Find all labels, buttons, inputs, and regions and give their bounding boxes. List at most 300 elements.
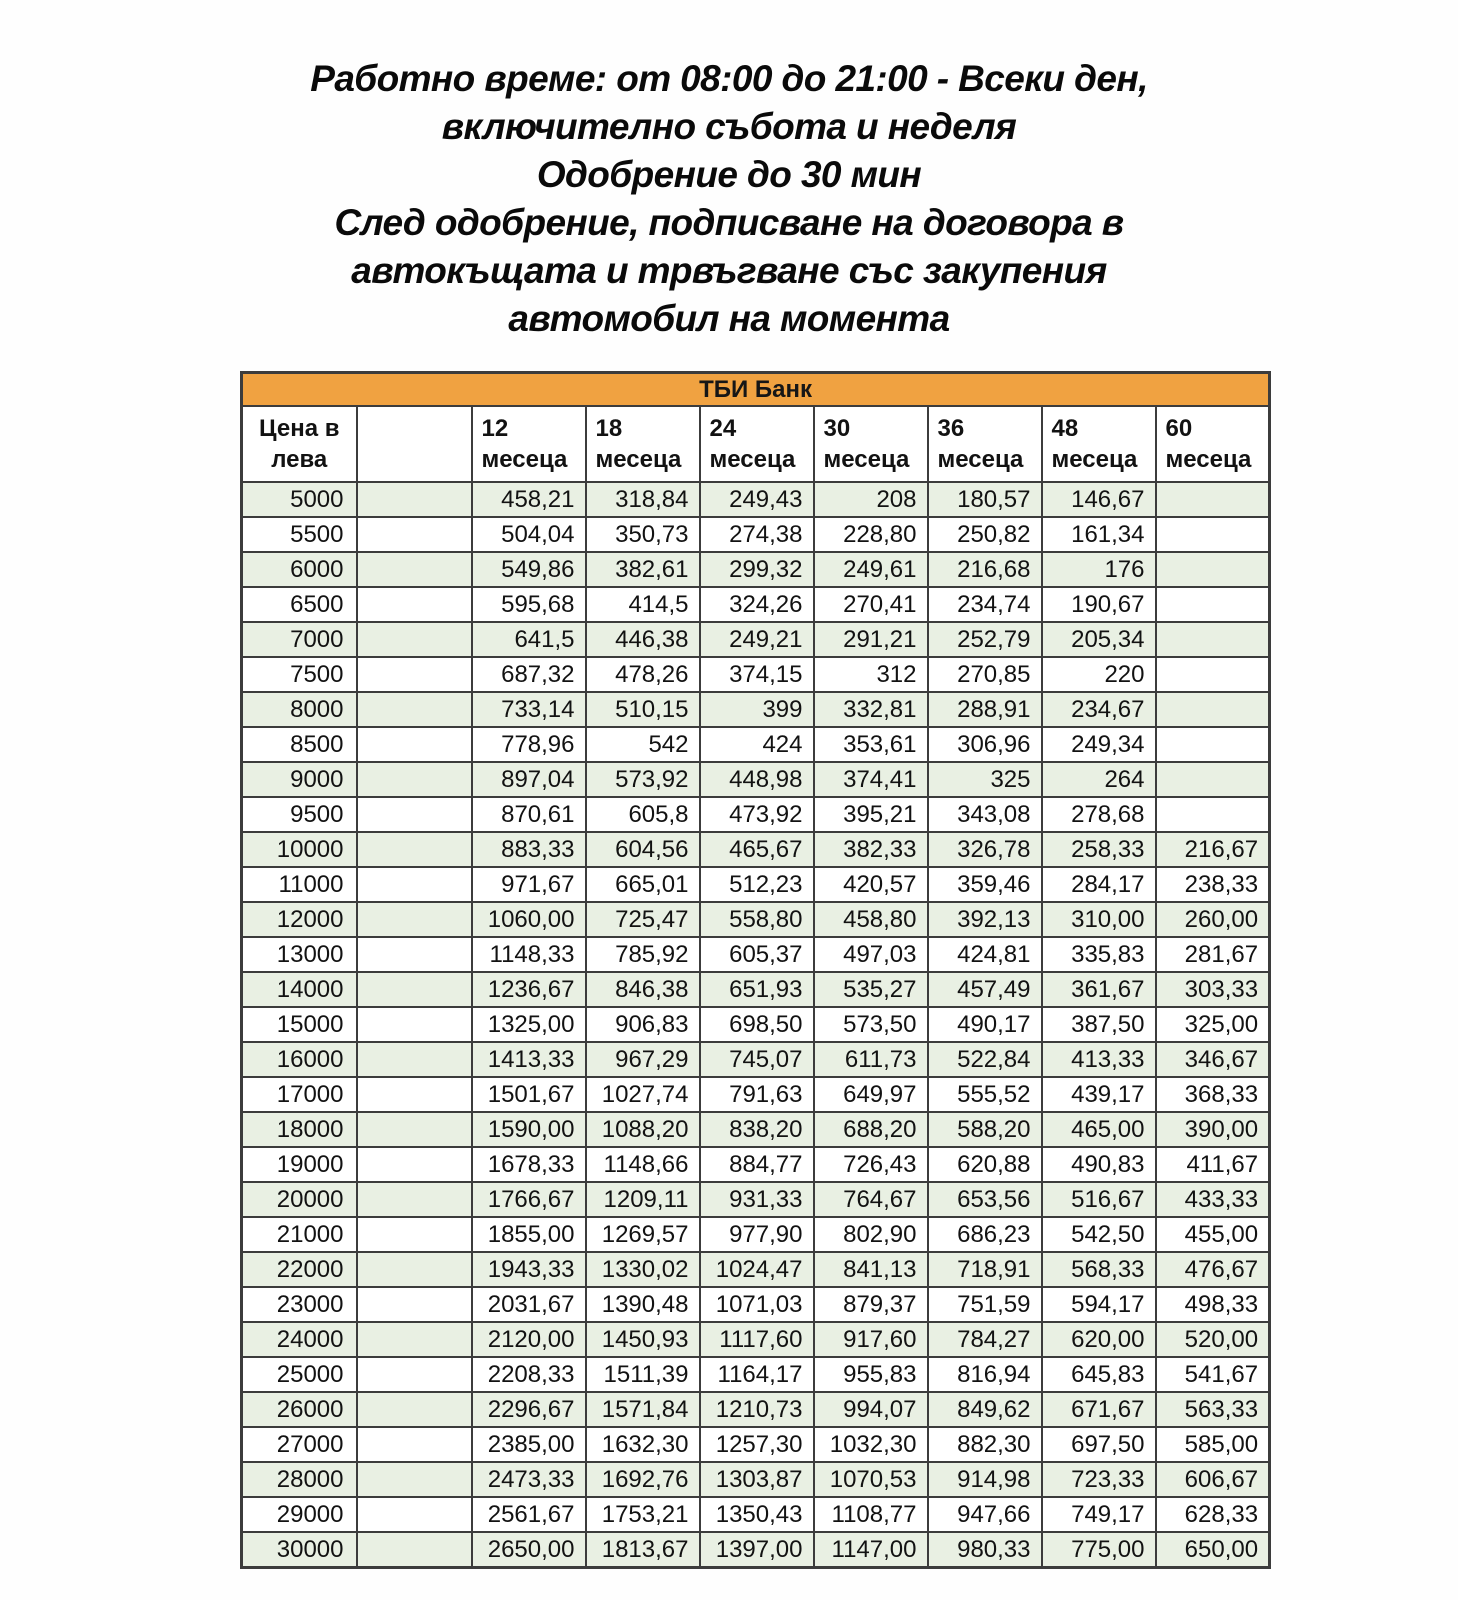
payment-cell: 310,00 — [1042, 902, 1156, 937]
payment-cell: 1210,73 — [700, 1392, 814, 1427]
empty-cell — [357, 517, 472, 552]
payment-cell: 208 — [814, 482, 928, 517]
payment-cell: 249,21 — [700, 622, 814, 657]
payment-cell: 605,37 — [700, 937, 814, 972]
payment-cell: 497,03 — [814, 937, 928, 972]
month-column-header — [1156, 406, 1270, 482]
payment-cell: 606,67 — [1156, 1462, 1270, 1497]
payment-cell: 1117,60 — [700, 1322, 814, 1357]
payment-cell: 288,91 — [928, 692, 1042, 727]
payment-cell: 1692,76 — [586, 1462, 700, 1497]
payment-cell: 628,33 — [1156, 1497, 1270, 1532]
payment-cell: 332,81 — [814, 692, 928, 727]
payment-cell: 1678,33 — [472, 1147, 586, 1182]
empty-cell — [357, 937, 472, 972]
price-header-line1: Цена в — [259, 415, 340, 442]
payment-cell: 387,50 — [1042, 1007, 1156, 1042]
payment-cell: 399 — [700, 692, 814, 727]
payment-cell: 258,33 — [1042, 832, 1156, 867]
empty-cell — [357, 832, 472, 867]
payment-cell: 980,33 — [928, 1532, 1042, 1568]
empty-cell — [357, 587, 472, 622]
payment-cell: 1027,74 — [586, 1077, 700, 1112]
table-row — [242, 1322, 1270, 1357]
payment-cell: 2208,33 — [472, 1357, 586, 1392]
payment-cell: 1350,43 — [700, 1497, 814, 1532]
payment-cell: 604,56 — [586, 832, 700, 867]
table-row — [242, 1497, 1270, 1532]
payment-cell: 216,68 — [928, 552, 1042, 587]
payment-cell: 816,94 — [928, 1357, 1042, 1392]
price-cell: 11000 — [242, 867, 357, 902]
payment-cell: 931,33 — [700, 1182, 814, 1217]
payment-cell: 585,00 — [1156, 1427, 1270, 1462]
payment-cell: 516,67 — [1042, 1182, 1156, 1217]
payment-cell: 651,93 — [700, 972, 814, 1007]
empty-cell — [357, 1147, 472, 1182]
payment-cell: 504,04 — [472, 517, 586, 552]
payment-cell: 1511,39 — [586, 1357, 700, 1392]
table-row — [242, 622, 1270, 657]
payment-cell: 1070,53 — [814, 1462, 928, 1497]
price-cell: 29000 — [242, 1497, 357, 1532]
payment-cell: 1071,03 — [700, 1287, 814, 1322]
payment-cell: 620,00 — [1042, 1322, 1156, 1357]
payment-cell: 180,57 — [928, 482, 1042, 517]
payment-cell: 594,17 — [1042, 1287, 1156, 1322]
payment-cell: 1330,02 — [586, 1252, 700, 1287]
payment-cell: 1147,00 — [814, 1532, 928, 1568]
payment-cell: 697,50 — [1042, 1427, 1156, 1462]
empty-cell — [357, 1462, 472, 1497]
payment-cell: 238,33 — [1156, 867, 1270, 902]
payment-cell: 325,00 — [1156, 1007, 1270, 1042]
payment-cell: 573,92 — [586, 762, 700, 797]
payment-cell: 420,57 — [814, 867, 928, 902]
payment-cell: 994,07 — [814, 1392, 928, 1427]
table-row — [242, 1042, 1270, 1077]
price-cell: 6000 — [242, 552, 357, 587]
payment-cell: 967,29 — [586, 1042, 700, 1077]
payment-cell: 1024,47 — [700, 1252, 814, 1287]
payment-cell: 433,33 — [1156, 1182, 1270, 1217]
payment-cell: 1269,57 — [586, 1217, 700, 1252]
payment-cell: 764,67 — [814, 1182, 928, 1217]
price-cell: 17000 — [242, 1077, 357, 1112]
payment-cell: 343,08 — [928, 797, 1042, 832]
empty-cell — [357, 1112, 472, 1147]
empty-cell — [357, 1322, 472, 1357]
payment-cell: 870,61 — [472, 797, 586, 832]
bank-header-row — [242, 373, 1270, 407]
empty-column-header — [357, 406, 472, 482]
empty-cell — [357, 657, 472, 692]
empty-cell — [357, 1287, 472, 1322]
payment-cell — [1156, 482, 1270, 517]
empty-cell — [357, 902, 472, 937]
payment-cell: 841,13 — [814, 1252, 928, 1287]
payment-cell: 1209,11 — [586, 1182, 700, 1217]
empty-cell — [357, 1077, 472, 1112]
payment-cell: 650,00 — [1156, 1532, 1270, 1568]
empty-cell — [357, 552, 472, 587]
price-cell: 24000 — [242, 1322, 357, 1357]
payment-cell: 745,07 — [700, 1042, 814, 1077]
payment-cell: 465,67 — [700, 832, 814, 867]
payment-cell: 1060,00 — [472, 902, 586, 937]
payment-cell: 2031,67 — [472, 1287, 586, 1322]
payment-cell: 512,23 — [700, 867, 814, 902]
payment-cell: 687,32 — [472, 657, 586, 692]
payment-cell: 390,00 — [1156, 1112, 1270, 1147]
payment-cell: 303,33 — [1156, 972, 1270, 1007]
price-cell: 18000 — [242, 1112, 357, 1147]
month-column-header — [700, 406, 814, 482]
payment-cell: 522,84 — [928, 1042, 1042, 1077]
payment-cell: 374,41 — [814, 762, 928, 797]
payment-cell: 573,50 — [814, 1007, 928, 1042]
month-column-header — [928, 406, 1042, 482]
month-label: месеца — [823, 446, 910, 473]
payment-cell: 884,77 — [700, 1147, 814, 1182]
price-cell: 27000 — [242, 1427, 357, 1462]
payment-cell: 325 — [928, 762, 1042, 797]
payment-cell: 665,01 — [586, 867, 700, 902]
empty-cell — [357, 972, 472, 1007]
empty-cell — [357, 622, 472, 657]
payment-cell: 278,68 — [1042, 797, 1156, 832]
title-line: Работно време: от 08:00 до 21:00 - Всеки ден, — [310, 58, 1148, 99]
table-row — [242, 867, 1270, 902]
payment-cell: 490,83 — [1042, 1147, 1156, 1182]
table-row — [242, 902, 1270, 937]
payment-cell: 595,68 — [472, 587, 586, 622]
table-row — [242, 587, 1270, 622]
table-row — [242, 832, 1270, 867]
payment-cell: 1855,00 — [472, 1217, 586, 1252]
payment-cell: 424 — [700, 727, 814, 762]
payment-cell: 1501,67 — [472, 1077, 586, 1112]
payment-cell: 977,90 — [700, 1217, 814, 1252]
payment-cell: 216,67 — [1156, 832, 1270, 867]
payment-cell: 2473,33 — [472, 1462, 586, 1497]
payment-cell: 749,17 — [1042, 1497, 1156, 1532]
payment-cell: 374,15 — [700, 657, 814, 692]
payment-cell: 1325,00 — [472, 1007, 586, 1042]
payment-cell — [1156, 587, 1270, 622]
payment-cell: 1303,87 — [700, 1462, 814, 1497]
payment-cell: 686,23 — [928, 1217, 1042, 1252]
payment-cell: 350,73 — [586, 517, 700, 552]
payment-cell: 264 — [1042, 762, 1156, 797]
payment-cell: 1413,33 — [472, 1042, 586, 1077]
payment-cell: 698,50 — [700, 1007, 814, 1042]
payment-cell: 1397,00 — [700, 1532, 814, 1568]
payment-cell: 2561,67 — [472, 1497, 586, 1532]
table-row — [242, 1287, 1270, 1322]
payment-cell: 458,80 — [814, 902, 928, 937]
empty-cell — [357, 867, 472, 902]
price-cell: 10000 — [242, 832, 357, 867]
payment-cell: 1108,77 — [814, 1497, 928, 1532]
empty-cell — [357, 1182, 472, 1217]
payment-cell: 284,17 — [1042, 867, 1156, 902]
payment-cell: 448,98 — [700, 762, 814, 797]
payment-cell: 1236,67 — [472, 972, 586, 1007]
payment-cell: 879,37 — [814, 1287, 928, 1322]
payment-cell: 1390,48 — [586, 1287, 700, 1322]
payment-cell: 249,34 — [1042, 727, 1156, 762]
table-row — [242, 1357, 1270, 1392]
payment-cell: 542,50 — [1042, 1217, 1156, 1252]
payment-cell — [1156, 552, 1270, 587]
price-cell: 16000 — [242, 1042, 357, 1077]
table-row — [242, 657, 1270, 692]
payment-cell — [1156, 692, 1270, 727]
payment-cell: 802,90 — [814, 1217, 928, 1252]
month-number: 48 — [1051, 415, 1079, 442]
table-row — [242, 552, 1270, 587]
table-row — [242, 727, 1270, 762]
payment-cell: 299,32 — [700, 552, 814, 587]
payment-cell: 620,88 — [928, 1147, 1042, 1182]
payment-cell: 510,15 — [586, 692, 700, 727]
payment-cell: 718,91 — [928, 1252, 1042, 1287]
payment-cell: 291,21 — [814, 622, 928, 657]
payment-cell: 249,61 — [814, 552, 928, 587]
payment-cell: 250,82 — [928, 517, 1042, 552]
payment-cell — [1156, 657, 1270, 692]
payment-cell: 498,33 — [1156, 1287, 1270, 1322]
payment-cell: 641,5 — [472, 622, 586, 657]
price-header-line2: лева — [271, 446, 328, 473]
payment-cell: 542 — [586, 727, 700, 762]
month-number: 60 — [1165, 415, 1193, 442]
payment-cell: 971,67 — [472, 867, 586, 902]
empty-cell — [357, 1042, 472, 1077]
month-label: месеца — [709, 446, 796, 473]
table-row — [242, 972, 1270, 1007]
payment-cell: 476,67 — [1156, 1252, 1270, 1287]
payment-cell: 270,41 — [814, 587, 928, 622]
price-cell: 23000 — [242, 1287, 357, 1322]
payment-cell: 490,17 — [928, 1007, 1042, 1042]
payment-cell: 645,83 — [1042, 1357, 1156, 1392]
payment-cell: 455,00 — [1156, 1217, 1270, 1252]
payment-cell: 326,78 — [928, 832, 1042, 867]
title-line: След одобрение, подписване на договора в — [334, 202, 1124, 243]
payment-cell: 649,97 — [814, 1077, 928, 1112]
title-line: автокъщата и трвъгване със закупения — [351, 250, 1107, 291]
payment-cell: 312 — [814, 657, 928, 692]
payment-cell: 234,67 — [1042, 692, 1156, 727]
payment-cell: 457,49 — [928, 972, 1042, 1007]
payment-cell: 382,61 — [586, 552, 700, 587]
price-cell: 12000 — [242, 902, 357, 937]
price-cell: 30000 — [242, 1532, 357, 1568]
payment-cell: 775,00 — [1042, 1532, 1156, 1568]
payment-cell: 249,43 — [700, 482, 814, 517]
table-row — [242, 1392, 1270, 1427]
table-row — [242, 1532, 1270, 1568]
payment-cell: 318,84 — [586, 482, 700, 517]
payment-cell: 846,38 — [586, 972, 700, 1007]
payment-cell: 535,27 — [814, 972, 928, 1007]
table-row — [242, 1007, 1270, 1042]
payment-cell: 176 — [1042, 552, 1156, 587]
table-row — [242, 1182, 1270, 1217]
empty-cell — [357, 1357, 472, 1392]
price-cell: 9500 — [242, 797, 357, 832]
payment-cell: 1148,33 — [472, 937, 586, 972]
payment-cell: 791,63 — [700, 1077, 814, 1112]
payment-cell: 671,67 — [1042, 1392, 1156, 1427]
page-title — [0, 55, 1458, 343]
table-row — [242, 692, 1270, 727]
empty-cell — [357, 1252, 472, 1287]
month-number: 24 — [709, 415, 737, 442]
table-row — [242, 762, 1270, 797]
empty-cell — [357, 482, 472, 517]
payment-cell: 751,59 — [928, 1287, 1042, 1322]
price-cell: 14000 — [242, 972, 357, 1007]
empty-cell — [357, 1497, 472, 1532]
price-cell: 7500 — [242, 657, 357, 692]
table-row — [242, 797, 1270, 832]
empty-cell — [357, 1392, 472, 1427]
payment-cell — [1156, 762, 1270, 797]
payment-cell: 324,26 — [700, 587, 814, 622]
empty-cell — [357, 1427, 472, 1462]
payment-cell: 1164,17 — [700, 1357, 814, 1392]
title-line: включително събота и неделя — [441, 106, 1017, 147]
payment-cell: 947,66 — [928, 1497, 1042, 1532]
empty-cell — [357, 727, 472, 762]
price-cell: 8000 — [242, 692, 357, 727]
payment-cell: 346,67 — [1156, 1042, 1270, 1077]
payment-cell: 520,00 — [1156, 1322, 1270, 1357]
month-number: 12 — [481, 415, 509, 442]
price-cell: 21000 — [242, 1217, 357, 1252]
payment-cell: 270,85 — [928, 657, 1042, 692]
payment-cell: 849,62 — [928, 1392, 1042, 1427]
payment-cell: 549,86 — [472, 552, 586, 587]
payment-cell: 161,34 — [1042, 517, 1156, 552]
payment-cell: 220 — [1042, 657, 1156, 692]
payment-cell: 458,21 — [472, 482, 586, 517]
table-row — [242, 1147, 1270, 1182]
price-cell: 15000 — [242, 1007, 357, 1042]
month-number: 30 — [823, 415, 851, 442]
payment-cell: 2385,00 — [472, 1427, 586, 1462]
payment-cell: 784,27 — [928, 1322, 1042, 1357]
price-cell: 6500 — [242, 587, 357, 622]
payment-cell: 883,33 — [472, 832, 586, 867]
table-row — [242, 1427, 1270, 1462]
payment-cell: 473,92 — [700, 797, 814, 832]
payment-cell: 252,79 — [928, 622, 1042, 657]
month-label: месеца — [1051, 446, 1138, 473]
payment-cell: 917,60 — [814, 1322, 928, 1357]
empty-cell — [357, 1217, 472, 1252]
empty-cell — [357, 762, 472, 797]
table-row — [242, 937, 1270, 972]
month-label: месеца — [595, 446, 682, 473]
payment-cell: 568,33 — [1042, 1252, 1156, 1287]
payment-cell — [1156, 727, 1270, 762]
table-row — [242, 482, 1270, 517]
price-cell: 9000 — [242, 762, 357, 797]
payment-cell: 361,67 — [1042, 972, 1156, 1007]
payment-cell: 558,80 — [700, 902, 814, 937]
table-row — [242, 1112, 1270, 1147]
bank-name-header: ТБИ Банк — [242, 373, 1270, 407]
payment-cell: 274,38 — [700, 517, 814, 552]
payment-cell: 411,67 — [1156, 1147, 1270, 1182]
payment-cell: 478,26 — [586, 657, 700, 692]
payment-cell: 555,52 — [928, 1077, 1042, 1112]
table-row — [242, 517, 1270, 552]
payment-cell: 785,92 — [586, 937, 700, 972]
month-column-header — [814, 406, 928, 482]
empty-cell — [357, 797, 472, 832]
price-cell: 26000 — [242, 1392, 357, 1427]
empty-cell — [357, 692, 472, 727]
table-body — [242, 482, 1270, 1568]
price-cell: 20000 — [242, 1182, 357, 1217]
payment-cell: 1571,84 — [586, 1392, 700, 1427]
payment-cell: 260,00 — [1156, 902, 1270, 937]
loan-payment-table — [240, 371, 1271, 1569]
payment-cell: 413,33 — [1042, 1042, 1156, 1077]
empty-cell — [357, 1007, 472, 1042]
month-column-header — [1042, 406, 1156, 482]
title-line: Одобрение до 30 мин — [536, 154, 922, 195]
month-column-header — [472, 406, 586, 482]
payment-cell: 205,34 — [1042, 622, 1156, 657]
payment-cell: 1943,33 — [472, 1252, 586, 1287]
payment-cell: 1148,66 — [586, 1147, 700, 1182]
payment-cell: 424,81 — [928, 937, 1042, 972]
month-label: месеца — [937, 446, 1024, 473]
month-label: месеца — [1165, 446, 1252, 473]
payment-cell: 838,20 — [700, 1112, 814, 1147]
payment-cell: 146,67 — [1042, 482, 1156, 517]
payment-cell: 228,80 — [814, 517, 928, 552]
payment-cell: 1088,20 — [586, 1112, 700, 1147]
payment-cell: 446,38 — [586, 622, 700, 657]
payment-cell: 726,43 — [814, 1147, 928, 1182]
column-header-row — [242, 406, 1270, 482]
price-cell: 25000 — [242, 1357, 357, 1392]
payment-cell: 1632,30 — [586, 1427, 700, 1462]
table-row — [242, 1252, 1270, 1287]
payment-cell — [1156, 797, 1270, 832]
payment-cell — [1156, 622, 1270, 657]
price-cell: 13000 — [242, 937, 357, 972]
payment-cell: 541,67 — [1156, 1357, 1270, 1392]
payment-cell: 955,83 — [814, 1357, 928, 1392]
payment-cell: 392,13 — [928, 902, 1042, 937]
payment-cell: 414,5 — [586, 587, 700, 622]
month-column-header — [586, 406, 700, 482]
payment-cell: 653,56 — [928, 1182, 1042, 1217]
price-cell: 5500 — [242, 517, 357, 552]
price-cell: 19000 — [242, 1147, 357, 1182]
payment-cell: 605,8 — [586, 797, 700, 832]
payment-cell: 306,96 — [928, 727, 1042, 762]
payment-cell: 353,61 — [814, 727, 928, 762]
